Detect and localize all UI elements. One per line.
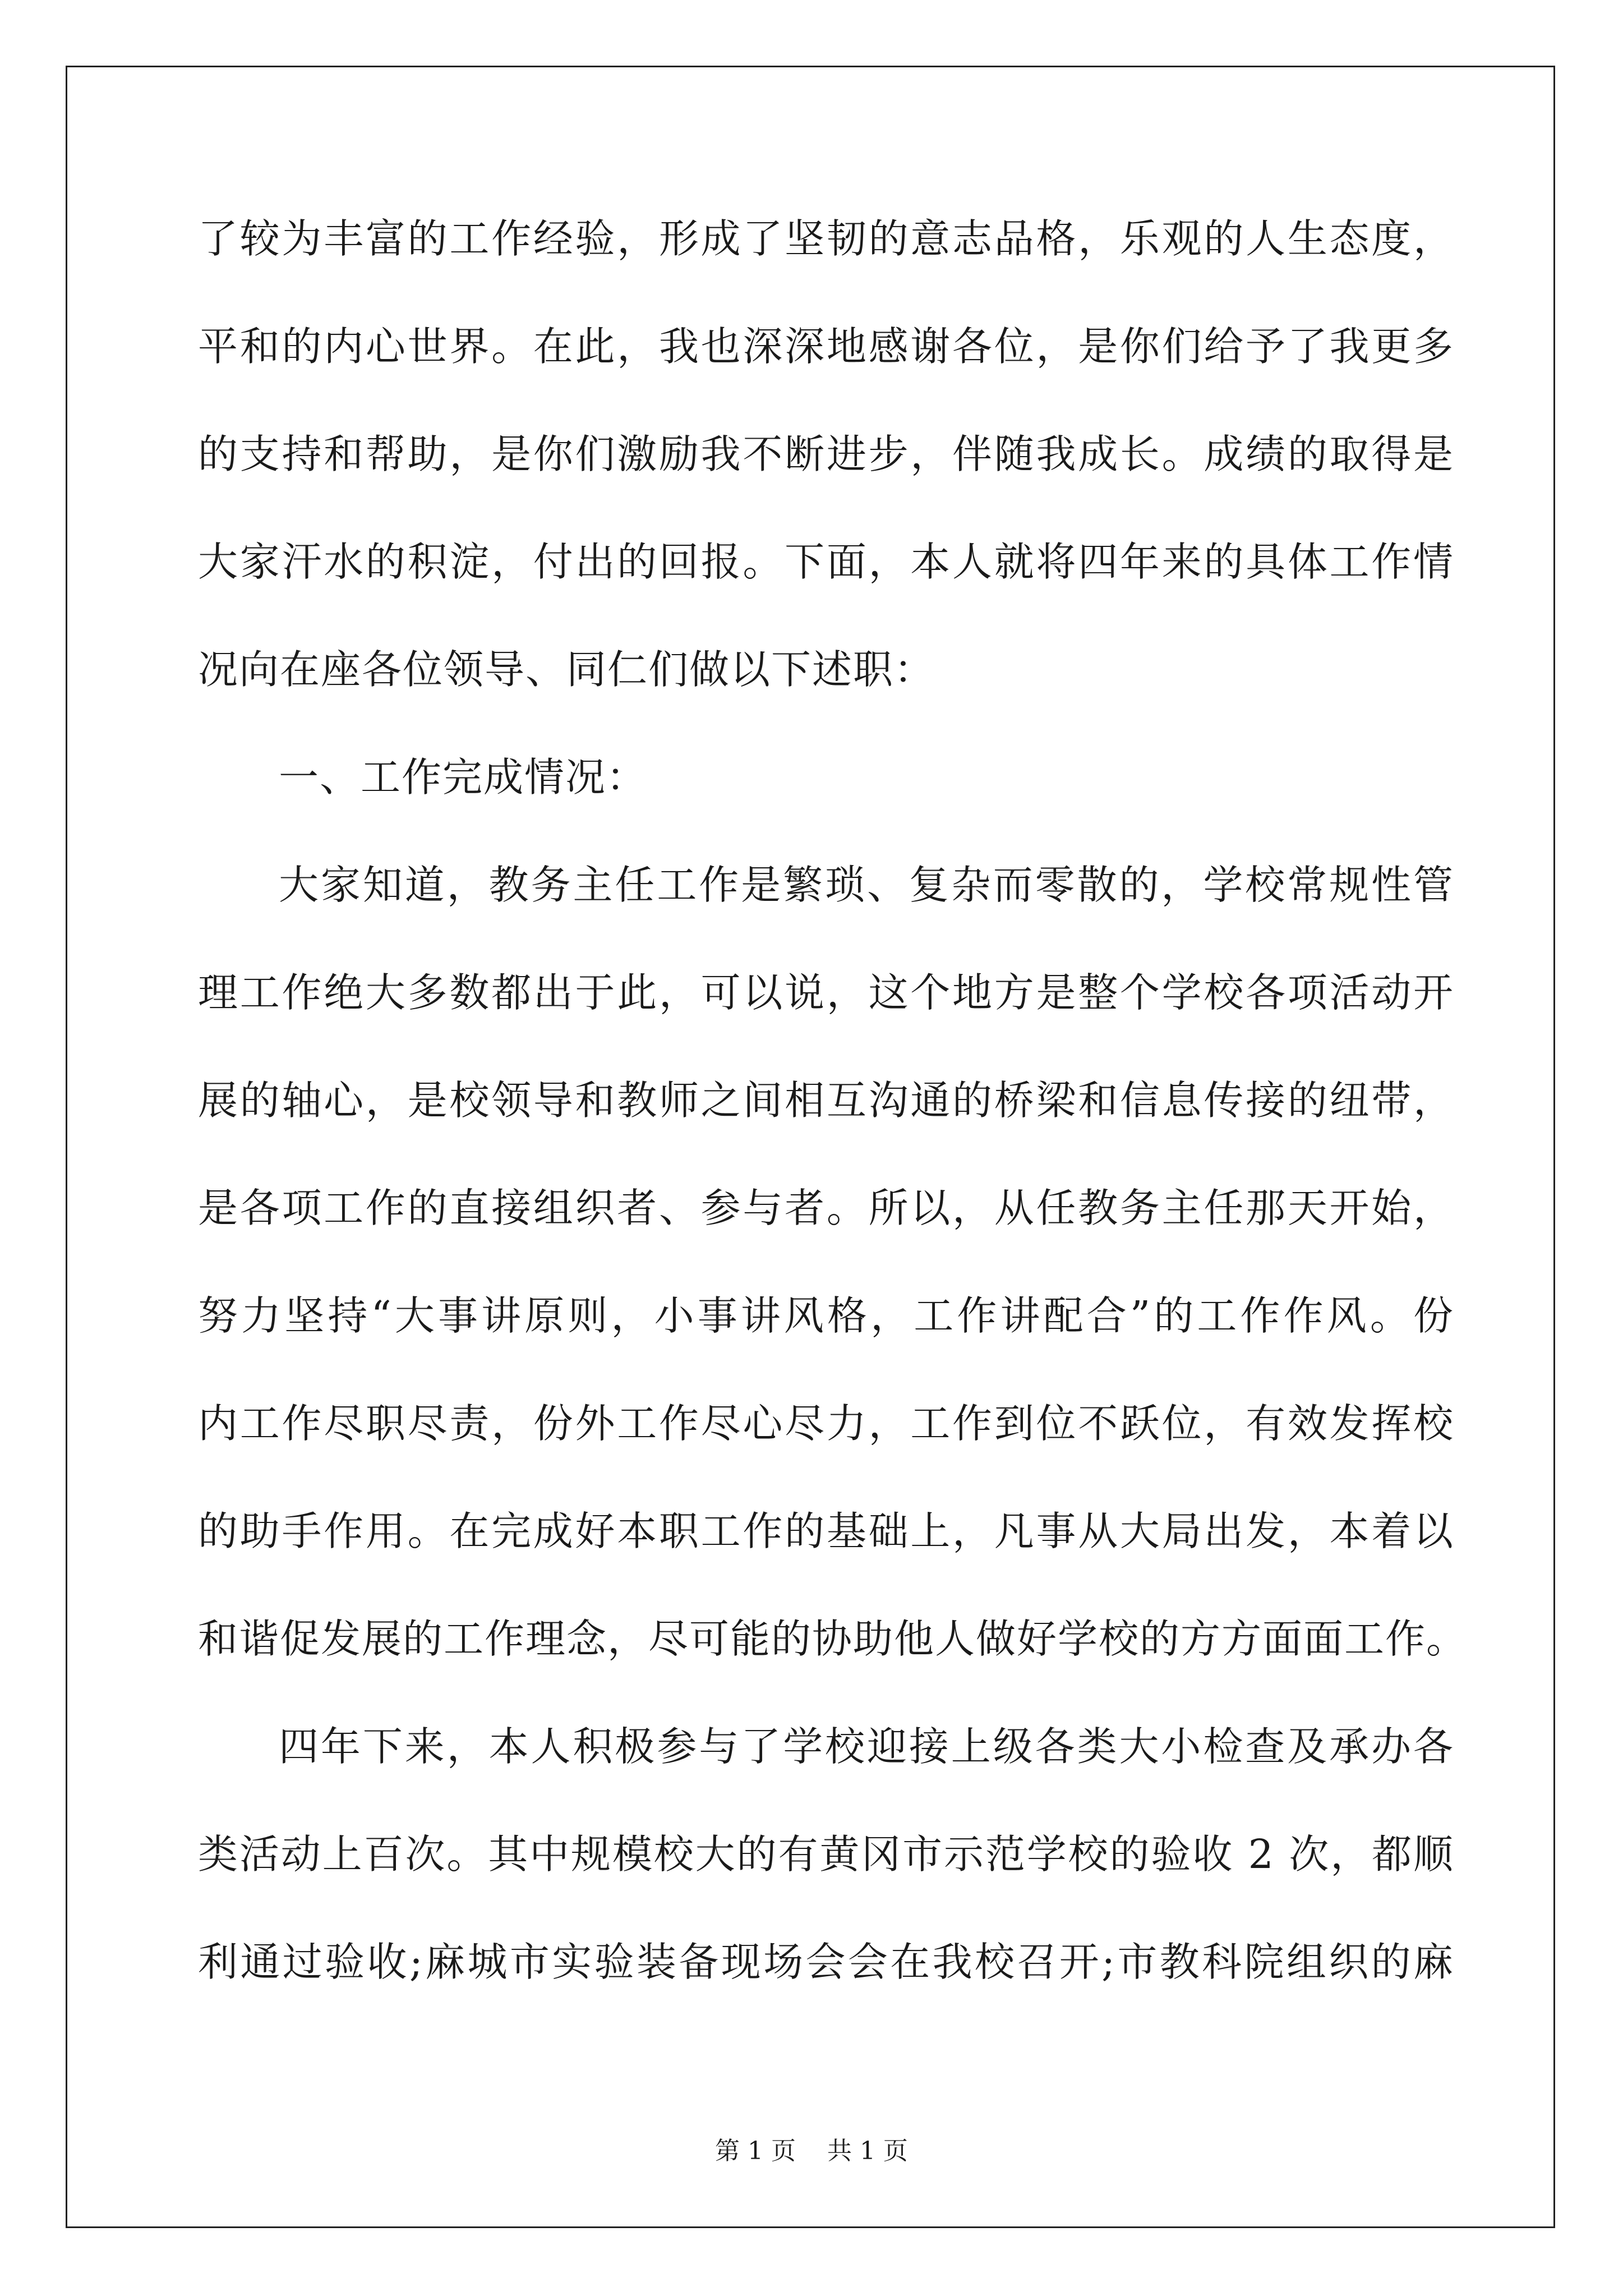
text-line-4: 大家汗水的积淀，付出的回报。下面，本人就将四年来的具体工作情 xyxy=(198,539,1454,585)
page-border xyxy=(66,66,1555,2228)
section-heading: 一、工作完成情况： xyxy=(279,754,648,800)
page-number-footer: 第 1 页 共 1 页 xyxy=(715,2137,908,2165)
text-line-16: 类活动上百次。其中规模校大的有黄冈市示范学校的验收 2 次，都顺 xyxy=(198,1831,1454,1878)
text-line-7: 大家知道，教务主任工作是繁琐、复杂而零散的，学校常规性管 xyxy=(279,862,1454,908)
text-line-10: 是各项工作的直接组织者、参与者。所以，从任教务主任那天开始， xyxy=(198,1185,1454,1231)
text-line-8: 理工作绝大多数都出于此，可以说，这个地方是整个学校各项活动开 xyxy=(198,969,1454,1016)
text-line-3: 的支持和帮助，是你们激励我不断进步，伴随我成长。成绩的取得是 xyxy=(198,431,1454,477)
text-line-9: 展的轴心，是校领导和教师之间相互沟通的桥梁和信息传接的纽带， xyxy=(198,1077,1454,1124)
text-line-1: 了较为丰富的工作经验，形成了坚韧的意志品格，乐观的人生态度， xyxy=(198,215,1454,262)
text-line-17: 利通过验收;麻城市实验装备现场会会在我校召开;市教科院组织的麻 xyxy=(198,1939,1454,1985)
text-line-13: 的助手作用。在完成好本职工作的基础上，凡事从大局出发，本着以 xyxy=(198,1508,1454,1554)
text-line-11: 努力坚持“大事讲原则，小事讲风格，工作讲配合”的工作作风。份 xyxy=(198,1292,1454,1339)
text-line-15: 四年下来，本人积极参与了学校迎接上级各类大小检查及承办各 xyxy=(279,1723,1454,1770)
text-line-12: 内工作尽职尽责，份外工作尽心尽力，工作到位不跃位，有效发挥校 xyxy=(198,1400,1454,1447)
text-line-14: 和谐促发展的工作理念，尽可能的协助他人做好学校的方方面面工作。 xyxy=(198,1616,1468,1662)
text-line-2: 平和的内心世界。在此，我也深深地感谢各位，是你们给予了我更多 xyxy=(198,323,1454,370)
text-line-5: 况向在座各位领导、同仁们做以下述职： xyxy=(198,646,935,693)
